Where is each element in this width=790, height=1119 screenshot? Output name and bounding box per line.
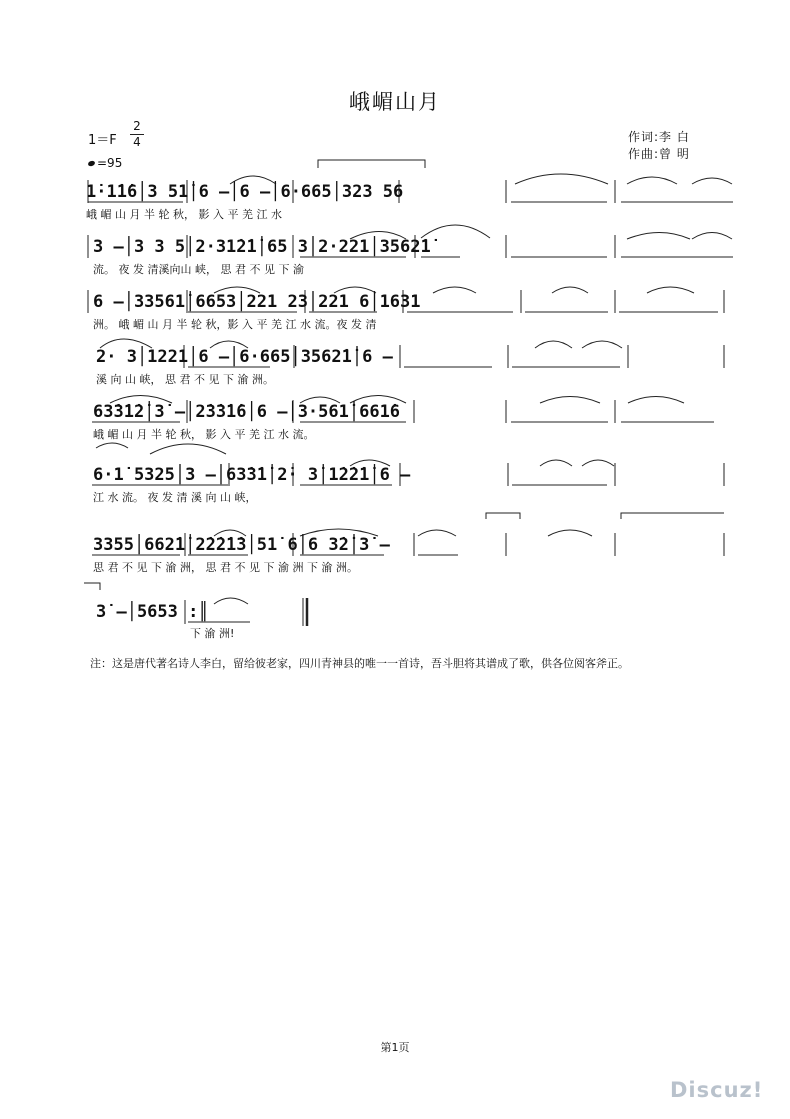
- score-row-7-notes: 3355│662̇1̇│2̇2̇2̇1̇3│51̇ 6│6 3̇2̇│3̇ –: [93, 535, 390, 555]
- score-row-8-lyrics: 下 渝 洲!: [190, 627, 235, 640]
- watermark-logo: Discuz!: [670, 1078, 764, 1102]
- time-signature-bottom: 4: [133, 135, 141, 149]
- score-row-4-notes: 2· 3│1221│6 –│6·665│3562̇1̇│6 –: [96, 347, 393, 367]
- score-row-3-notes: 6 –│33561̇│6653│221 23│221 6│1631: [93, 292, 421, 312]
- page-number: 第1页: [380, 1041, 410, 1054]
- composer-credit: 作曲:曾 明: [628, 147, 690, 161]
- key-signature: 1＝F: [88, 133, 117, 148]
- score-row-7-lyrics: 思 君 不 见 下 渝 洲， 思 君 不 见 下 渝 洲 下 渝 洲。: [93, 561, 358, 574]
- score-row-4-lyrics: 溪 向 山 峡， 思 君 不 见 下 渝 洲。: [96, 373, 274, 386]
- score-row-1-lyrics: 峨 嵋 山 月 半 轮 秋， 影 入 平 羌 江 水: [86, 208, 282, 221]
- song-title: 峨嵋山月: [349, 90, 441, 114]
- score-row-6-notes: 6·1̇ 5325│3 –│63̇3̇1̇│2̇· 3̇│1̇2̇2̇1̇│6 –: [93, 465, 411, 485]
- tempo-value: =95: [97, 156, 123, 170]
- score-row-8-notes: 3̇ –│5653 :║: [96, 602, 209, 622]
- footnote: 注：这是唐代著名诗人李白，留给彼老家，四川青神县的唯一一首诗，吾斗胆将其谱成了歌，供各位阅客斧正。: [90, 657, 629, 670]
- time-signature-top: 2: [133, 119, 141, 133]
- score-row-2-lyrics: 流。 夜 发 清溪向山 峡， 思 君 不 见 下 渝: [93, 263, 304, 276]
- score-row-3-lyrics: 洲。 峨 嵋 山 月 半 轮 秋，影 入 平 羌 江 水 流。夜 发 清: [93, 318, 377, 331]
- score-row-5-lyrics: 峨 嵋 山 月 半 轮 秋， 影 入 平 羌 江 水 流。: [93, 428, 315, 441]
- score-row-1-notes: 1̇·1̇1̇6│3 51̇│6 –│6 –│6·665│323 56: [86, 182, 404, 202]
- score-row-5-notes: 63̇3̇1̇2̇│3̇ –│2̇3̇3̇1̇6│6 –│3·561̇│661̇6: [93, 402, 401, 422]
- score-row-2-notes: 3 –│3 3 5│2·31̇2̇1̇│65 3│2·221│3562̇1̇: [93, 237, 431, 257]
- lyricist-credit: 作词:李 白: [628, 130, 690, 144]
- score-row-6-lyrics: 江 水 流。 夜 发 清 溪 向 山 峡，: [93, 491, 257, 504]
